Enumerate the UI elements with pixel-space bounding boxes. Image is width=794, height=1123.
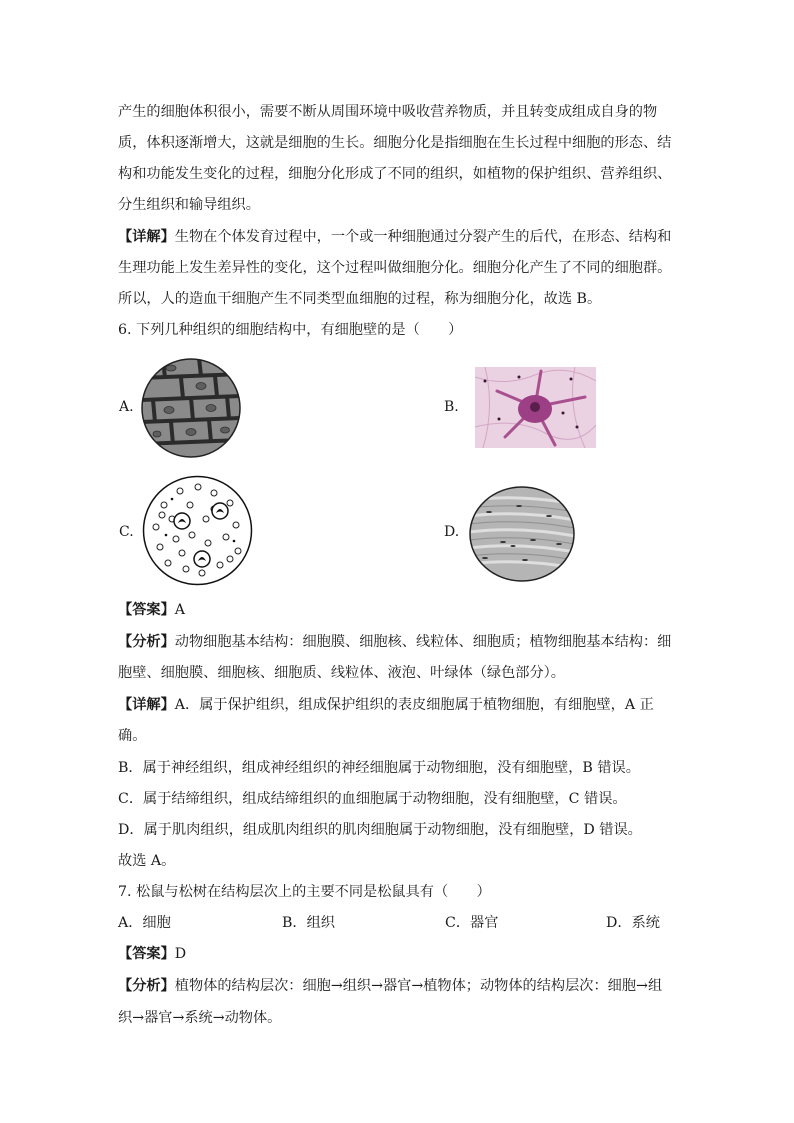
q7-analysis-line bbox=[118, 976, 662, 996]
q7-answer bbox=[118, 944, 186, 964]
q7-option-b: B．组织 bbox=[282, 915, 335, 931]
intro-line: 质，体积逐渐增大，这就是细胞的生长。细胞分化是指细胞在生长过程中细胞的形态、结 bbox=[118, 135, 672, 151]
answer-text: D bbox=[174, 946, 187, 962]
muscle-tissue-micrograph bbox=[469, 486, 575, 582]
option-d-label: D. bbox=[444, 524, 460, 540]
q6-detail-line: D．属于肌肉组织，组成肌肉组织的肌肉细胞属于动物细胞，没有细胞壁，D 错误。 bbox=[118, 822, 642, 838]
q6-analysis-line bbox=[118, 632, 671, 652]
question-6-stem: 6. 下列几种组织的细胞结构中，有细胞壁的是（ ） bbox=[118, 322, 463, 338]
intro-line: 分生组织和输导组织。 bbox=[118, 197, 260, 213]
detail-tag: 【详解】 bbox=[118, 229, 175, 245]
nerve-cell-micrograph bbox=[475, 367, 596, 448]
q6-answer bbox=[118, 600, 185, 620]
q6-detail-line: B．属于神经组织，组成神经组织的神经细胞属于动物细胞，没有细胞壁，B 错误。 bbox=[118, 760, 640, 776]
answer-tag: 【答案】 bbox=[118, 602, 175, 618]
analysis-text: 动物细胞基本结构：细胞膜、细胞核、线粒体、细胞质；植物细胞基本结构：细 bbox=[174, 634, 672, 650]
q6-detail-line bbox=[118, 695, 654, 715]
q6-detail-line: 故选 A。 bbox=[118, 853, 176, 869]
option-c-label: C. bbox=[119, 524, 134, 540]
detail-tag: 【详解】 bbox=[118, 697, 175, 713]
q5-detail-line: 生理功能上发生差异性的变化，这个过程叫做细胞分化。细胞分化产生了不同的细胞群。 bbox=[118, 260, 672, 276]
q7-option-a: A．细胞 bbox=[118, 915, 171, 931]
detail-text: 生物在个体发育过程中，一个或一种细胞通过分裂产生的后代，在形态、结构和 bbox=[174, 229, 672, 245]
analysis-tag: 【分析】 bbox=[118, 978, 175, 994]
q6-detail-line: 确。 bbox=[118, 728, 147, 744]
answer-text: A bbox=[174, 602, 186, 618]
intro-line: 产生的细胞体积很小，需要不断从周围环境中吸收营养物质，并且转变成组成自身的物 bbox=[118, 104, 658, 120]
q7-option-c: C．器官 bbox=[445, 915, 499, 931]
question-7-stem: 7. 松鼠与松树在结构层次上的主要不同是松鼠具有（ ） bbox=[118, 884, 491, 900]
q5-detail-line bbox=[118, 227, 671, 247]
answer-tag: 【答案】 bbox=[118, 946, 175, 962]
analysis-text: 植物体的结构层次：细胞→组织→器官→植物体；动物体的结构层次：细胞→组 bbox=[174, 978, 663, 994]
blood-cells-diagram bbox=[142, 475, 253, 586]
q7-option-d: D．系统 bbox=[606, 915, 660, 931]
analysis-tag: 【分析】 bbox=[118, 634, 175, 650]
q5-detail-line: 所以，人的造血干细胞产生不同类型血细胞的过程，称为细胞分化，故选 B。 bbox=[118, 291, 602, 307]
option-a-label: A. bbox=[119, 399, 134, 415]
q6-detail-line: C．属于结缔组织，组成结缔组织的血细胞属于动物细胞，没有细胞壁，C 错误。 bbox=[118, 791, 627, 807]
plant-epidermis-micrograph bbox=[141, 358, 241, 458]
q7-analysis-line: 织→器官→系统→动物体。 bbox=[118, 1010, 282, 1026]
intro-line: 构和功能发生变化的过程，细胞分化形成了不同的组织，如植物的保护组织、营养组织、 bbox=[118, 166, 672, 182]
detail-text: A．属于保护组织，组成保护组织的表皮细胞属于植物细胞，有细胞壁，A 正 bbox=[174, 697, 654, 713]
q6-analysis-line: 胞壁、细胞膜、细胞核、细胞质、线粒体、液泡、叶绿体（绿色部分）。 bbox=[118, 665, 565, 681]
option-b-label: B. bbox=[444, 399, 459, 415]
